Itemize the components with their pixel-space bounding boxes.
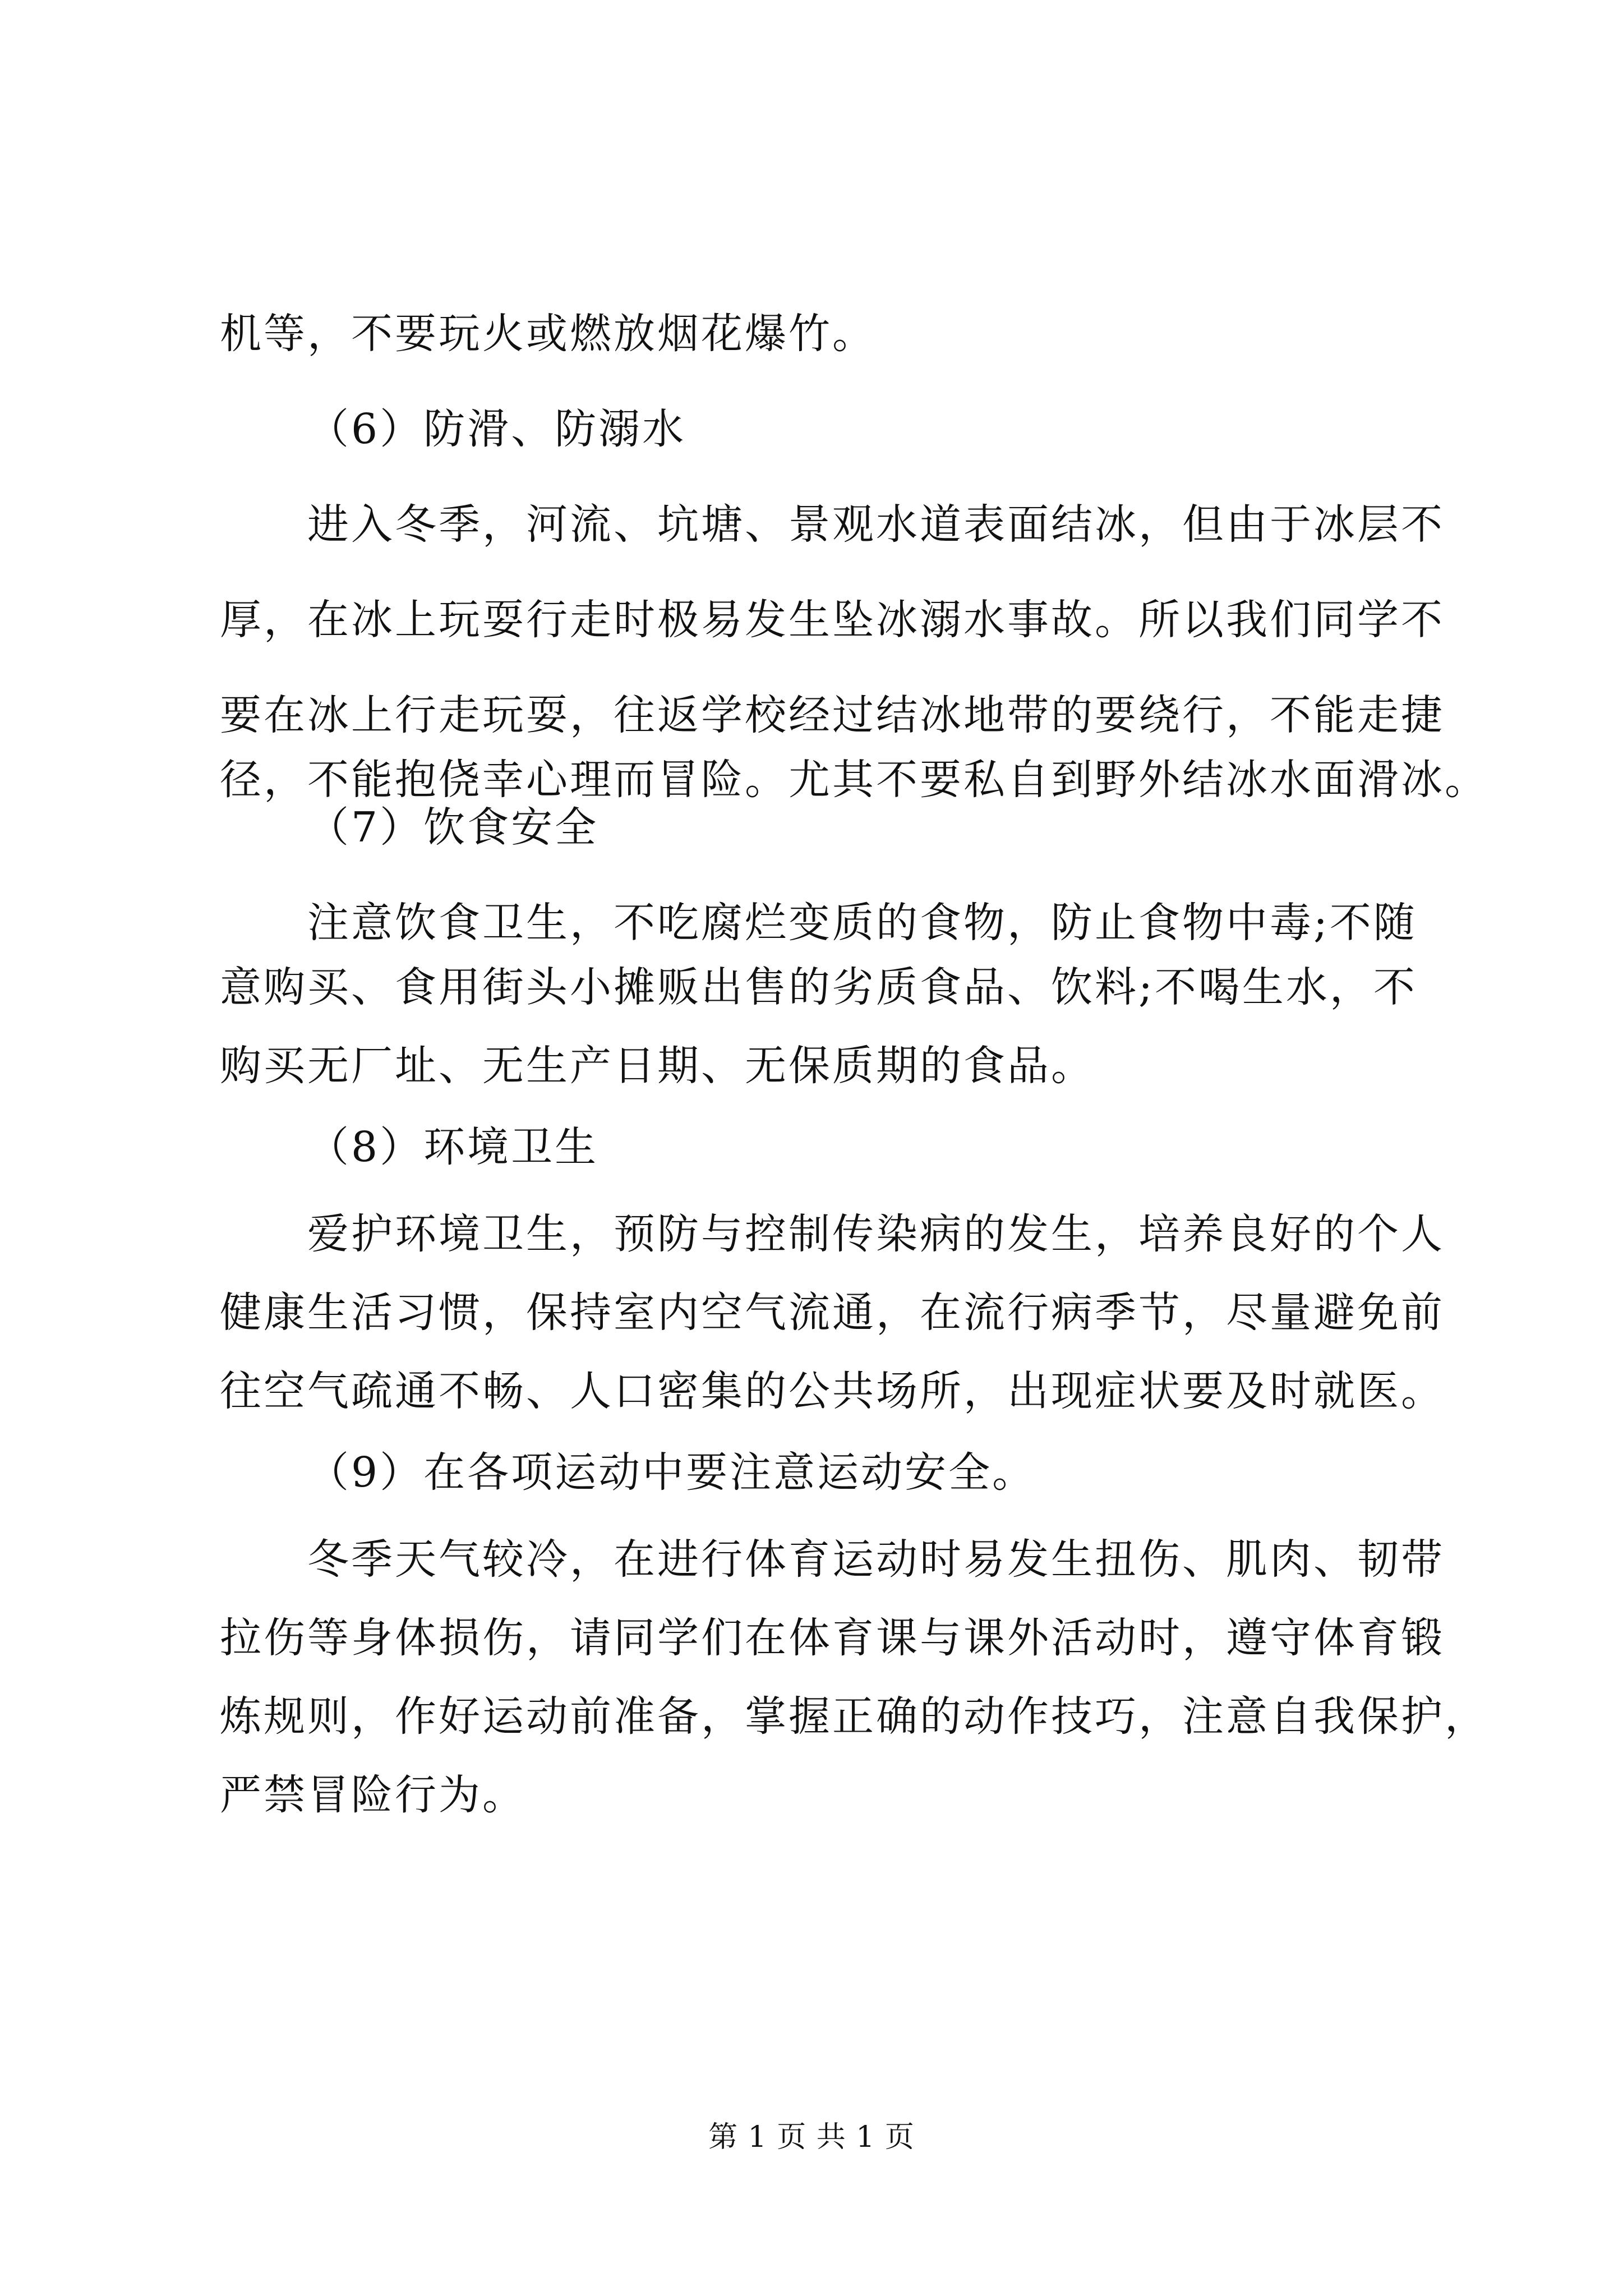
paragraph-line: 径，不能抱侥幸心理而冒险。尤其不要私自到野外结冰水面滑冰。: [220, 756, 1488, 804]
section-heading-6: （6）防滑、防溺水: [307, 405, 686, 453]
paragraph-line: 炼规则，作好运动前准备，掌握正确的动作技巧，注意自我保护，: [220, 1692, 1488, 1741]
paragraph-line: 进入冬季，河流、坑塘、景观水道表面结冰，但由于冰层不: [307, 500, 1445, 549]
paragraph-line: 健康生活习惯，保持室内空气流通，在流行病季节，尽量避免前: [220, 1289, 1445, 1337]
section-heading-7: （7）饮食安全: [307, 803, 599, 852]
paragraph-line: 拉伤等身体损伤，请同学们在体育课与课外活动时，遵守体育锻: [220, 1614, 1445, 1662]
paragraph-line: 往空气疏通不畅、人口密集的公共场所，出现症状要及时就医。: [220, 1367, 1445, 1415]
paragraph-line: 要在冰上行走玩耍，往返学校经过结冰地带的要绕行，不能走捷: [220, 691, 1445, 739]
section-heading-9: （9）在各项运动中要注意运动安全。: [307, 1448, 1036, 1497]
paragraph-line: 爱护环境卫生，预防与控制传染病的发生，培养良好的个人: [307, 1210, 1445, 1258]
paragraph-line: 厚，在冰上玩耍行走时极易发生坠冰溺水事故。所以我们同学不: [220, 596, 1445, 644]
paragraph-line: 意购买、食用街头小摊贩出售的劣质食品、饮料;不喝生水，不: [220, 963, 1417, 1011]
paragraph-line: 购买无厂址、无生产日期、无保质期的食品。: [220, 1042, 1095, 1090]
page-footer: 第 1 页 共 1 页: [708, 2120, 915, 2154]
paragraph-line: 严禁冒险行为。: [220, 1771, 526, 1819]
section-heading-8: （8）环境卫生: [307, 1123, 599, 1171]
paragraph-line: 冬季天气较冷，在进行体育运动时易发生扭伤、肌肉、韧带: [307, 1535, 1445, 1584]
paragraph-line: 机等，不要玩火或燃放烟花爆竹。: [220, 310, 876, 358]
paragraph-line: 注意饮食卫生，不吃腐烂变质的食物，防止食物中毒;不随: [307, 899, 1417, 947]
